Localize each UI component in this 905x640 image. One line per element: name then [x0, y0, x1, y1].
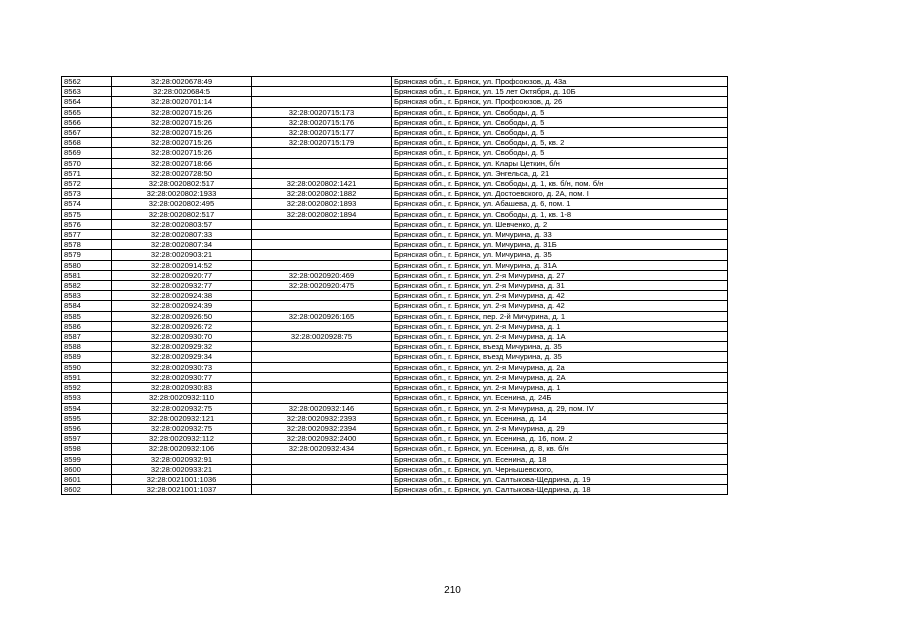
premises-cadastral-number-cell	[252, 240, 392, 250]
cadastral-number-cell: 32:28:0020802:1933	[112, 189, 252, 199]
table-row	[62, 444, 728, 454]
row-number-cell: 8579	[62, 250, 112, 260]
cadastral-number-cell: 32:28:0020715:26	[112, 128, 252, 138]
row-number-cell: 8590	[62, 362, 112, 372]
address-cell: Брянская обл., г. Брянск, ул. Свободы, д. 5	[392, 107, 728, 117]
address-cell: Брянская обл., г. Брянск, ул. Клары Цеткин, б/н	[392, 158, 728, 168]
cadastral-number-cell: 32:28:0020930:83	[112, 383, 252, 393]
premises-cadastral-number-cell	[252, 301, 392, 311]
premises-cadastral-number-cell	[252, 485, 392, 495]
address-cell: Брянская обл., г. Брянск, ул. Профсоюзов, д. 26	[392, 97, 728, 107]
row-number-cell: 8571	[62, 168, 112, 178]
cadastral-number-cell: 32:28:0020924:39	[112, 301, 252, 311]
address-cell: Брянская обл., г. Брянск, ул. Салтыкова-Щедрина, д. 19	[392, 474, 728, 484]
premises-cadastral-number-cell	[252, 454, 392, 464]
cadastral-number-cell: 32:28:0020807:34	[112, 240, 252, 250]
table-row	[62, 311, 728, 321]
cadastral-number-cell: 32:28:0020930:77	[112, 372, 252, 382]
cadastral-number-cell: 32:28:0020684:5	[112, 87, 252, 97]
cadastral-number-cell: 32:28:0020932:91	[112, 454, 252, 464]
premises-cadastral-number-cell: 32:28:0020920:469	[252, 270, 392, 280]
table-body	[62, 77, 728, 495]
cadastral-number-cell: 32:28:0020903:21	[112, 250, 252, 260]
table-row	[62, 464, 728, 474]
row-number-cell: 8600	[62, 464, 112, 474]
row-number-cell: 8589	[62, 352, 112, 362]
cadastral-number-cell: 32:28:0020701:14	[112, 97, 252, 107]
cadastral-number-cell: 32:28:0020715:26	[112, 107, 252, 117]
cadastral-number-cell: 32:28:0020932:75	[112, 423, 252, 433]
row-number-cell: 8591	[62, 372, 112, 382]
row-number-cell: 8563	[62, 87, 112, 97]
row-number-cell: 8597	[62, 434, 112, 444]
cadastral-number-cell: 32:28:0020932:110	[112, 393, 252, 403]
table-row	[62, 270, 728, 280]
row-number-cell: 8587	[62, 332, 112, 342]
premises-cadastral-number-cell	[252, 342, 392, 352]
row-number-cell: 8580	[62, 260, 112, 270]
table-row	[62, 189, 728, 199]
address-cell: Брянская обл., г. Брянск, ул. 2-я Мичурина, д. 2а	[392, 362, 728, 372]
address-cell: Брянская обл., г. Брянск, ул. Мичурина, д. 33	[392, 230, 728, 240]
premises-cadastral-number-cell	[252, 352, 392, 362]
cadastral-number-cell: 32:28:0020932:121	[112, 413, 252, 423]
table-row	[62, 230, 728, 240]
table-row	[62, 321, 728, 331]
table-row	[62, 260, 728, 270]
address-cell: Брянская обл., г. Брянск, ул. Мичурина, д. 35	[392, 250, 728, 260]
premises-cadastral-number-cell: 32:28:0020926:165	[252, 311, 392, 321]
row-number-cell: 8562	[62, 77, 112, 87]
property-table	[61, 76, 728, 495]
cadastral-number-cell: 32:28:0020715:26	[112, 148, 252, 158]
row-number-cell: 8595	[62, 413, 112, 423]
cadastral-number-cell: 32:28:0020932:112	[112, 434, 252, 444]
table-row	[62, 199, 728, 209]
premises-cadastral-number-cell: 32:28:0020932:2393	[252, 413, 392, 423]
premises-cadastral-number-cell	[252, 291, 392, 301]
premises-cadastral-number-cell	[252, 362, 392, 372]
address-cell: Брянская обл., г. Брянск, ул. Абашева, д. 6, пом. 1	[392, 199, 728, 209]
table-row	[62, 403, 728, 413]
premises-cadastral-number-cell	[252, 148, 392, 158]
table-row	[62, 393, 728, 403]
premises-cadastral-number-cell	[252, 383, 392, 393]
premises-cadastral-number-cell	[252, 464, 392, 474]
address-cell: Брянская обл., г. Брянск, ул. 2-я Мичурина, д. 1	[392, 321, 728, 331]
table-row	[62, 219, 728, 229]
cadastral-number-cell: 32:28:0020715:26	[112, 117, 252, 127]
table-row	[62, 291, 728, 301]
table-row	[62, 383, 728, 393]
row-number-cell: 8572	[62, 179, 112, 189]
table-row	[62, 423, 728, 433]
premises-cadastral-number-cell: 32:28:0020802:1882	[252, 189, 392, 199]
row-number-cell: 8567	[62, 128, 112, 138]
row-number-cell: 8592	[62, 383, 112, 393]
cadastral-number-cell: 32:28:0020929:34	[112, 352, 252, 362]
table-row	[62, 117, 728, 127]
premises-cadastral-number-cell	[252, 97, 392, 107]
cadastral-number-cell: 32:28:0020715:26	[112, 138, 252, 148]
table-row	[62, 179, 728, 189]
row-number-cell: 8581	[62, 270, 112, 280]
premises-cadastral-number-cell	[252, 321, 392, 331]
premises-cadastral-number-cell: 32:28:0020932:146	[252, 403, 392, 413]
address-cell: Брянская обл., г. Брянск, въезд Мичурина, д. 35	[392, 352, 728, 362]
address-cell: Брянская обл., г. Брянск, ул. Свободы, д. 5	[392, 148, 728, 158]
address-cell: Брянская обл., г. Брянск, ул. Свободы, д. 1, кв. 1-8	[392, 209, 728, 219]
cadastral-number-cell: 32:28:0020914:52	[112, 260, 252, 270]
premises-cadastral-number-cell: 32:28:0020920:475	[252, 281, 392, 291]
address-cell: Брянская обл., г. Брянск, ул. Есенина, д. 18	[392, 454, 728, 464]
premises-cadastral-number-cell: 32:28:0020715:176	[252, 117, 392, 127]
table-row	[62, 240, 728, 250]
premises-cadastral-number-cell	[252, 260, 392, 270]
row-number-cell: 8566	[62, 117, 112, 127]
address-cell: Брянская обл., г. Брянск, ул. Мичурина, д. 31А	[392, 260, 728, 270]
cadastral-number-cell: 32:28:0020802:517	[112, 179, 252, 189]
row-number-cell: 8576	[62, 219, 112, 229]
row-number-cell: 8584	[62, 301, 112, 311]
table-row	[62, 342, 728, 352]
address-cell: Брянская обл., г. Брянск, ул. 2-я Мичурина, д. 2А	[392, 372, 728, 382]
premises-cadastral-number-cell	[252, 87, 392, 97]
address-cell: Брянская обл., г. Брянск, ул. 15 лет Октября, д. 10Б	[392, 87, 728, 97]
table-row	[62, 352, 728, 362]
premises-cadastral-number-cell: 32:28:0020802:1421	[252, 179, 392, 189]
premises-cadastral-number-cell	[252, 393, 392, 403]
cadastral-number-cell: 32:28:0020932:75	[112, 403, 252, 413]
premises-cadastral-number-cell	[252, 230, 392, 240]
row-number-cell: 8602	[62, 485, 112, 495]
premises-cadastral-number-cell: 32:28:0020715:177	[252, 128, 392, 138]
address-cell: Брянская обл., г. Брянск, ул. Есенина, д. 8, кв. б/н	[392, 444, 728, 454]
cadastral-number-cell: 32:28:0020920:77	[112, 270, 252, 280]
table-row	[62, 454, 728, 464]
address-cell: Брянская обл., г. Брянск, ул. Свободы, д. 5	[392, 128, 728, 138]
table-row	[62, 97, 728, 107]
table-row	[62, 87, 728, 97]
address-cell: Брянская обл., г. Брянск, ул. Достоевского, д. 2А, пом. I	[392, 189, 728, 199]
premises-cadastral-number-cell: 32:28:0020932:2400	[252, 434, 392, 444]
row-number-cell: 8578	[62, 240, 112, 250]
premises-cadastral-number-cell: 32:28:0020715:173	[252, 107, 392, 117]
cadastral-number-cell: 32:28:0020678:49	[112, 77, 252, 87]
address-cell: Брянская обл., г. Брянск, ул. Свободы, д. 1, кв. б/н, пом. б/н	[392, 179, 728, 189]
page-number: 210	[444, 585, 461, 596]
row-number-cell: 8575	[62, 209, 112, 219]
row-number-cell: 8574	[62, 199, 112, 209]
address-cell: Брянская обл., г. Брянск, ул. 2-я Мичурина, д. 42	[392, 291, 728, 301]
premises-cadastral-number-cell	[252, 219, 392, 229]
row-number-cell: 8569	[62, 148, 112, 158]
cadastral-number-cell: 32:28:0020802:495	[112, 199, 252, 209]
row-number-cell: 8593	[62, 393, 112, 403]
table-row	[62, 474, 728, 484]
row-number-cell: 8565	[62, 107, 112, 117]
address-cell: Брянская обл., г. Брянск, ул. 2-я Мичурина, д. 1А	[392, 332, 728, 342]
table-row	[62, 128, 728, 138]
cadastral-number-cell: 32:28:0020728:50	[112, 168, 252, 178]
table-row	[62, 158, 728, 168]
table-row	[62, 434, 728, 444]
row-number-cell: 8601	[62, 474, 112, 484]
address-cell: Брянская обл., г. Брянск, пер. 2-й Мичурина, д. 1	[392, 311, 728, 321]
table-row	[62, 209, 728, 219]
table-row	[62, 138, 728, 148]
cadastral-number-cell: 32:28:0021001:1036	[112, 474, 252, 484]
cadastral-number-cell: 32:28:0020930:70	[112, 332, 252, 342]
address-cell: Брянская обл., г. Брянск, ул. 2-я Мичурина, д. 27	[392, 270, 728, 280]
cadastral-number-cell: 32:28:0020926:72	[112, 321, 252, 331]
address-cell: Брянская обл., г. Брянск, ул. Есенина, д. 24Б	[392, 393, 728, 403]
address-cell: Брянская обл., г. Брянск, ул. 2-я Мичурина, д. 29, пом. IV	[392, 403, 728, 413]
row-number-cell: 8596	[62, 423, 112, 433]
cadastral-number-cell: 32:28:0020930:73	[112, 362, 252, 372]
row-number-cell: 8577	[62, 230, 112, 240]
address-cell: Брянская обл., г. Брянск, ул. 2-я Мичурина, д. 42	[392, 301, 728, 311]
address-cell: Брянская обл., г. Брянск, ул. Свободы, д. 5, кв. 2	[392, 138, 728, 148]
row-number-cell: 8598	[62, 444, 112, 454]
cadastral-number-cell: 32:28:0020924:38	[112, 291, 252, 301]
address-cell: Брянская обл., г. Брянск, ул. Энгельса, д. 21	[392, 168, 728, 178]
row-number-cell: 8583	[62, 291, 112, 301]
cadastral-number-cell: 32:28:0020933:21	[112, 464, 252, 474]
premises-cadastral-number-cell	[252, 158, 392, 168]
table-row	[62, 281, 728, 291]
table-row	[62, 148, 728, 158]
table-row	[62, 168, 728, 178]
address-cell: Брянская обл., г. Брянск, въезд Мичурина, д. 35	[392, 342, 728, 352]
address-cell: Брянская обл., г. Брянск, ул. Свободы, д. 5	[392, 117, 728, 127]
address-cell: Брянская обл., г. Брянск, ул. 2-я Мичурина, д. 1	[392, 383, 728, 393]
premises-cadastral-number-cell: 32:28:0020715:179	[252, 138, 392, 148]
cadastral-number-cell: 32:28:0020807:33	[112, 230, 252, 240]
table-row	[62, 413, 728, 423]
table-row	[62, 332, 728, 342]
premises-cadastral-number-cell	[252, 77, 392, 87]
address-cell: Брянская обл., г. Брянск, ул. Профсоюзов, д. 43а	[392, 77, 728, 87]
premises-cadastral-number-cell	[252, 474, 392, 484]
premises-cadastral-number-cell: 32:28:0020802:1894	[252, 209, 392, 219]
table-row	[62, 250, 728, 260]
address-cell: Брянская обл., г. Брянск, ул. 2-я Мичурина, д. 31	[392, 281, 728, 291]
address-cell: Брянская обл., г. Брянск, ул. Салтыкова-Щедрина, д. 18	[392, 485, 728, 495]
row-number-cell: 8599	[62, 454, 112, 464]
address-cell: Брянская обл., г. Брянск, ул. Чернышевского,	[392, 464, 728, 474]
cadastral-number-cell: 32:28:0020932:77	[112, 281, 252, 291]
row-number-cell: 8582	[62, 281, 112, 291]
cadastral-number-cell: 32:28:0020718:66	[112, 158, 252, 168]
table-row	[62, 362, 728, 372]
table-row	[62, 77, 728, 87]
cadastral-number-cell: 32:28:0021001:1037	[112, 485, 252, 495]
premises-cadastral-number-cell	[252, 168, 392, 178]
row-number-cell: 8586	[62, 321, 112, 331]
row-number-cell: 8594	[62, 403, 112, 413]
premises-cadastral-number-cell	[252, 372, 392, 382]
premises-cadastral-number-cell	[252, 250, 392, 260]
table-row	[62, 107, 728, 117]
row-number-cell: 8585	[62, 311, 112, 321]
row-number-cell: 8573	[62, 189, 112, 199]
address-cell: Брянская обл., г. Брянск, ул. Шевченко, д. 2	[392, 219, 728, 229]
table-row	[62, 372, 728, 382]
address-cell: Брянская обл., г. Брянск, ул. Есенина, д. 14	[392, 413, 728, 423]
table-row	[62, 301, 728, 311]
address-cell: Брянская обл., г. Брянск, ул. 2-я Мичурина, д. 29	[392, 423, 728, 433]
cadastral-number-cell: 32:28:0020803:57	[112, 219, 252, 229]
row-number-cell: 8568	[62, 138, 112, 148]
premises-cadastral-number-cell: 32:28:0020928:75	[252, 332, 392, 342]
row-number-cell: 8588	[62, 342, 112, 352]
cadastral-number-cell: 32:28:0020926:50	[112, 311, 252, 321]
cadastral-number-cell: 32:28:0020929:32	[112, 342, 252, 352]
row-number-cell: 8564	[62, 97, 112, 107]
table-row	[62, 485, 728, 495]
premises-cadastral-number-cell: 32:28:0020932:434	[252, 444, 392, 454]
cadastral-number-cell: 32:28:0020802:517	[112, 209, 252, 219]
cadastral-number-cell: 32:28:0020932:106	[112, 444, 252, 454]
row-number-cell: 8570	[62, 158, 112, 168]
premises-cadastral-number-cell: 32:28:0020932:2394	[252, 423, 392, 433]
address-cell: Брянская обл., г. Брянск, ул. Есенина, д. 16, пом. 2	[392, 434, 728, 444]
premises-cadastral-number-cell: 32:28:0020802:1893	[252, 199, 392, 209]
address-cell: Брянская обл., г. Брянск, ул. Мичурина, д. 31Б	[392, 240, 728, 250]
